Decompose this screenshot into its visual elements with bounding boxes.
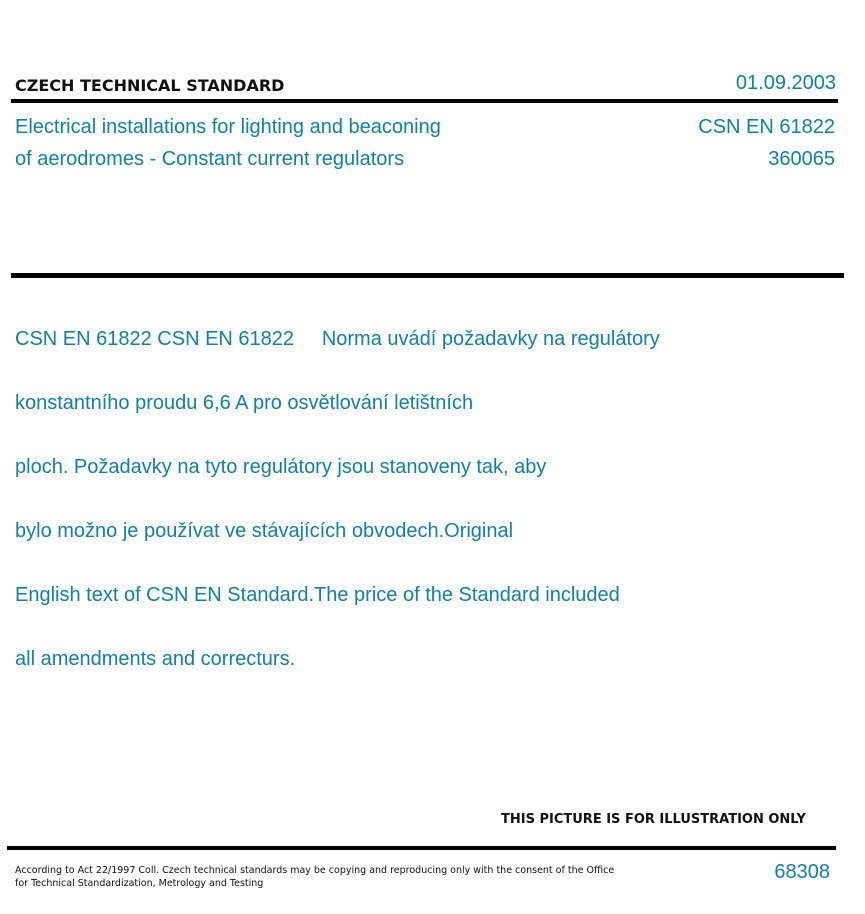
legal-notice-line-1: According to Act 22/1997 Coll. Czech technical standards may be copying and reproducing only with the consent of the Office — [15, 865, 615, 876]
description-line: konstantního proudu 6,6 A pro osvětlování letištních — [15, 392, 474, 414]
standard-title-line-2: of aerodromes - Constant current regulators — [15, 148, 405, 170]
legal-notice-line-2: for Technical Standardization, Metrology and Testing — [15, 878, 264, 889]
standard-description — [15, 291, 735, 707]
standard-code: CSN EN 61822 — [698, 116, 835, 138]
illustration-notice: THIS PICTURE IS FOR ILLUSTRATION ONLY — [501, 812, 806, 827]
section-divider — [11, 273, 844, 278]
classification-number: 360065 — [768, 148, 835, 170]
description-line: all amendments and correcturs. — [15, 648, 296, 670]
description-line: ploch. Požadavky na tyto regulátory jsou stanoveny tak, aby — [15, 456, 547, 478]
description-line: English text of CSN EN Standard.The price of the Standard included — [15, 584, 620, 606]
standard-title-line-1: Electrical installations for lighting and beaconing — [15, 116, 441, 138]
header-divider — [11, 99, 838, 103]
description-line: bylo možno je používat ve stávajících obvodech.Original — [15, 520, 514, 542]
catalog-number: 68308 — [774, 861, 830, 883]
legal-notice — [15, 864, 614, 890]
footer-divider — [7, 846, 836, 850]
document-type-label: CZECH TECHNICAL STANDARD — [15, 76, 285, 95]
publication-date: 01.09.2003 — [735, 72, 836, 94]
description-line: CSN EN 61822 CSN EN 61822 Norma uvádí požadavky na regulátory — [15, 328, 660, 350]
